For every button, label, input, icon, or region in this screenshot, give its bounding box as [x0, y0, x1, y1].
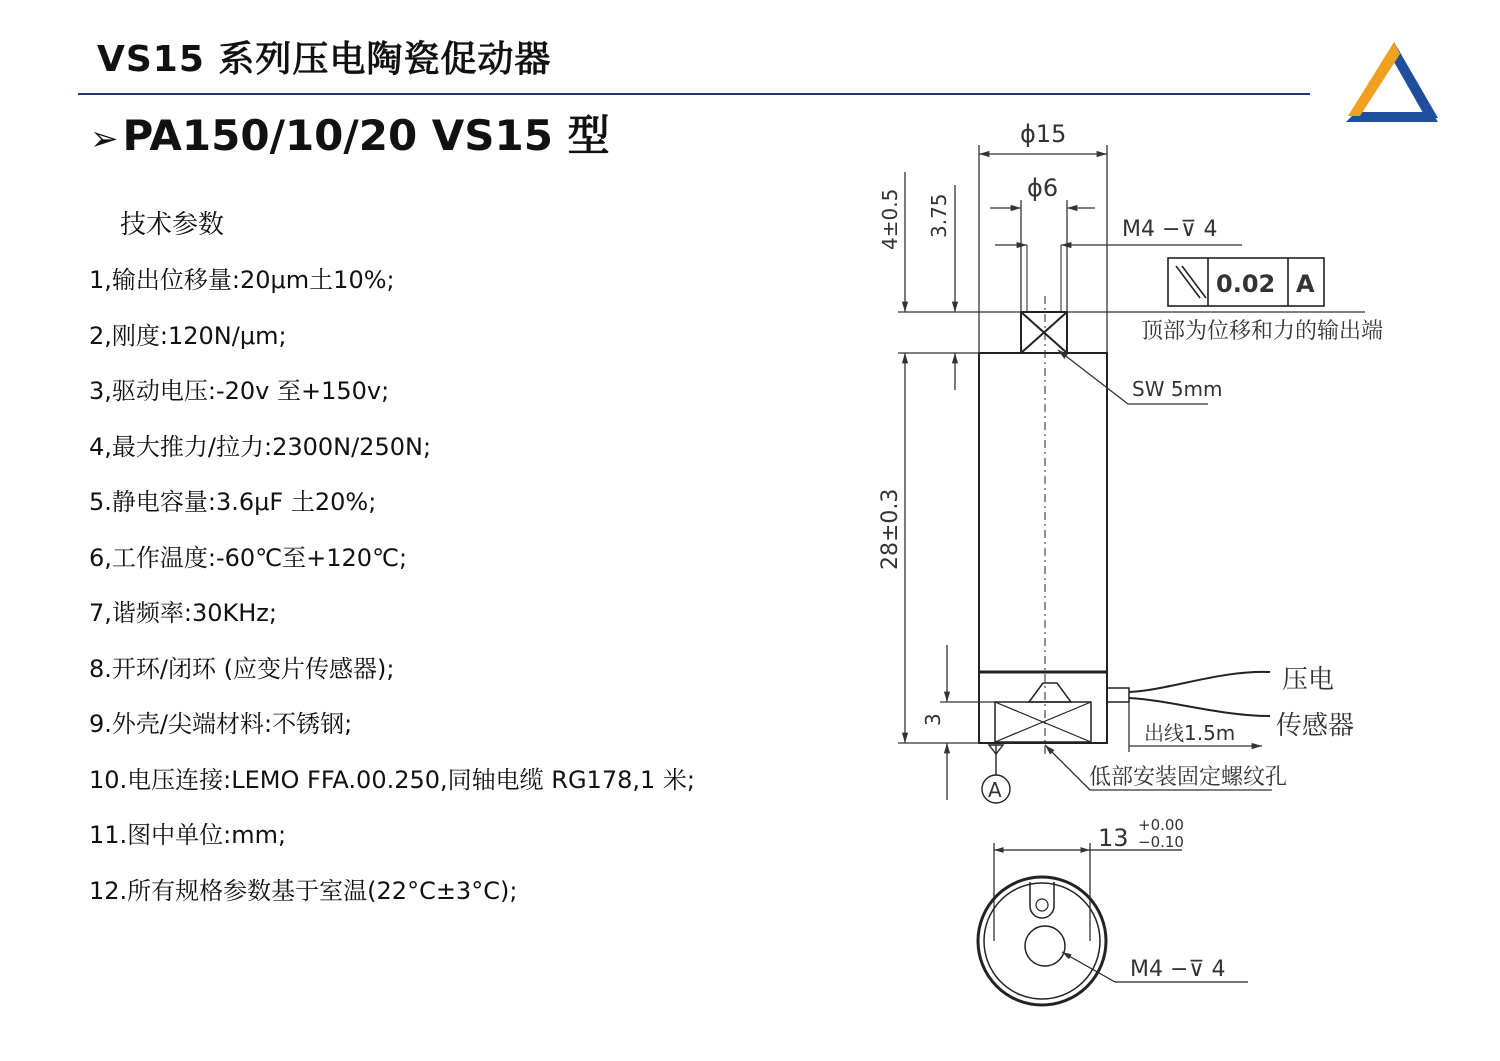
dimension-lines [898, 145, 1365, 800]
spec-item: 9.外壳/尖端材料:不锈钢; [89, 710, 353, 738]
label-wire-2: 传感器 [1276, 711, 1355, 741]
tolerance-value: 0.02 [1216, 270, 1276, 298]
logo-triangle-orange [1348, 42, 1400, 116]
label-tol-upper: +0.00 [1138, 816, 1184, 834]
label-phi15: ϕ15 [1020, 120, 1067, 148]
parallelism-icon-2 [1182, 266, 1206, 298]
label-tol-lower: −0.10 [1138, 833, 1184, 851]
label-datum-a: A [988, 778, 1002, 802]
actuator-body [979, 353, 1107, 743]
cable [1107, 672, 1270, 716]
bottom-slot-hole [1036, 899, 1048, 911]
label-dim375: 3.75 [927, 193, 951, 238]
header-divider [78, 93, 1310, 95]
label-wire-1: 压电 [1282, 665, 1335, 695]
label-top-note: 顶部为位移和力的输出端 [1141, 319, 1384, 344]
label-bottom-note: 低部安装固定螺纹孔 [1089, 765, 1288, 790]
model-title [90, 108, 610, 167]
label-cable-length: 出线1.5m [1144, 721, 1236, 745]
spec-item: 8.开环/闭环 (应变片传感器); [89, 654, 395, 683]
label-dim3: 3 [921, 713, 945, 726]
spec-item: 1,输出位移量:20μm土10%; [89, 266, 395, 294]
bottom-center-hole [1025, 926, 1065, 966]
tolerance-datum: A [1296, 270, 1315, 298]
spec-item: 4,最大推力/拉力:2300N/250N; [89, 432, 432, 461]
bottom-slot [1030, 882, 1054, 918]
logo-triangle-blue [1394, 42, 1438, 118]
spec-heading: 技术参数 [120, 210, 225, 240]
spec-item: 3,驱动电压:-20v 至+150v; [89, 377, 390, 405]
arrow-bullet-icon: ➢ [90, 119, 119, 159]
page-title: VS15 系列压电陶瓷促动器 [97, 39, 552, 80]
hole-cone [1029, 683, 1071, 702]
label-m4-bottom: M4 −⊽ 4 [1130, 957, 1226, 982]
spec-item: 2,刚度:120N/μm; [89, 321, 287, 350]
spec-item: 6,工作温度:-60℃至+120℃; [89, 543, 408, 572]
cable-gland [1107, 688, 1129, 702]
leader-m4-bottom [1062, 952, 1115, 982]
spec-item: 10.电压连接:LEMO FFA.00.250,同轴电缆 RG178,1 米; [89, 765, 695, 794]
spec-item: 7,谐频率:30KHz; [89, 599, 277, 627]
actuator-side-view [979, 245, 1107, 755]
label-phi6: ϕ6 [1027, 174, 1059, 202]
model-name: PA150/10/20 VS15 型 [122, 111, 610, 160]
cable-wire-1 [1129, 672, 1270, 692]
label-dim28: 28±0.3 [878, 488, 903, 570]
spec-item: 11.图中单位:mm; [89, 821, 287, 849]
cable-wire-2 [1129, 698, 1270, 716]
label-sw: SW 5mm [1132, 377, 1223, 401]
label-dim13: 13 [1098, 824, 1129, 852]
label-dim4: 4±0.5 [878, 188, 902, 250]
spec-list [89, 260, 695, 926]
leader-sw [1058, 350, 1128, 404]
bottom-inner-circle [984, 883, 1100, 999]
spec-item: 12.所有规格参数基于室温(22°C±3°C); [89, 876, 518, 905]
technical-drawing [850, 110, 1390, 1030]
spec-item: 5.静电容量:3.6μF 土20%; [89, 488, 377, 516]
leader-bottom [1045, 745, 1090, 790]
parallelism-icon-1 [1176, 266, 1200, 298]
bottom-outer-circle [978, 877, 1106, 1005]
label-m4-top: M4 −⊽ 4 [1122, 217, 1218, 242]
